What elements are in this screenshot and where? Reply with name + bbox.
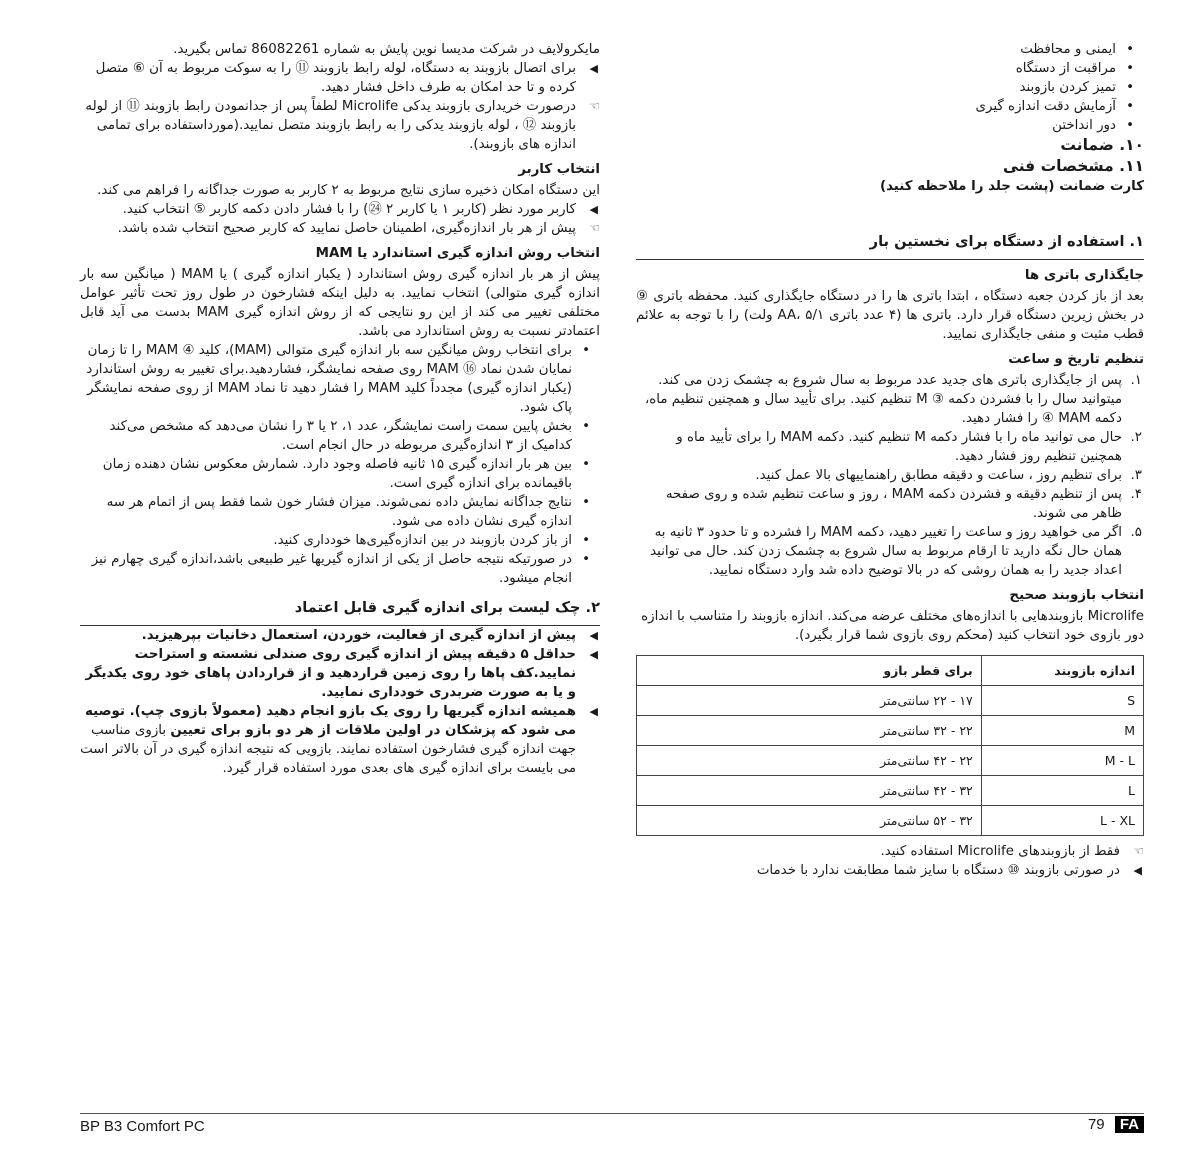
datetime-step: ۲. حال می توانید ماه را با فشار دکمه M تنظیم کنید. دکمه MAM را برای تأیید ماه و همچنین تنظیم روز فشار دهید.: [676, 430, 1142, 464]
table-cell: L: [981, 776, 1143, 806]
table-row: [637, 686, 1144, 716]
table-header: برای قطر بازو: [637, 656, 982, 686]
user-select-note: ☜ پیش از هر بار اندازه‌گیری، اطمینان حاصل نمایید که کاربر صحیح انتخاب شده باشد.: [117, 221, 600, 236]
toc-heading-warranty: ۱۰. ضمانت: [1060, 136, 1144, 154]
user-select-arrow-item: ◀ کاربر مورد نظر (کاربر ۱ یا کاربر ۲ ㉔) را با فشار دادن دکمه کاربر ⑤ انتخاب کنید.: [80, 200, 600, 219]
hand-pointer-icon: ☜: [1133, 844, 1144, 858]
datetime-title: تنظیم تاریخ و ساعت: [1008, 352, 1144, 367]
table-cell: ۳۲ - ۵۲ سانتی‌متر: [637, 806, 982, 836]
battery-text: بعد از باز کردن جعبه دستگاه ، ابتدا باتری ها را در دستگاه جایگذاری کنید. محفظه باتری ⑨ در بخش زیرین دستگاه قرار دارد. باتری ها (۴ عدد باتری AA، ۵/۱ ولت) را با توجه به علائم قطب مثبت و منفی جایگذاری نمایید.: [636, 289, 1144, 342]
hand-pointer-icon: ☜: [589, 221, 600, 235]
cuff-connect-item: ◀ برای اتصال بازوبند به دستگاه، لوله رابط بازوبند ⑪ را به سوکت مربوط به آن ⑥ متصل کرده و تا حد امکان به طرف داخل فشار دهید.: [80, 59, 600, 97]
list-item: • از باز کردن بازوبند در بین اندازه‌گیری‌ها خودداری کنید.: [80, 531, 600, 550]
cuff-size-table: [636, 655, 1144, 836]
battery-title: جایگذاری باتری ها: [1024, 268, 1144, 283]
left-column: [80, 40, 600, 778]
table-cell: M - L: [981, 746, 1143, 776]
user-select-title: انتخاب کاربر: [518, 162, 600, 177]
mam-bullet-list: [80, 341, 600, 588]
table-cell: ۳۲ - ۴۲ سانتی‌متر: [637, 776, 982, 806]
toc-item: • مراقبت از دستگاه: [834, 59, 1144, 78]
toc-heading-specs: ۱۱. مشخصات فنی: [1003, 157, 1144, 175]
page-number: 79: [1087, 1116, 1105, 1133]
cuff-arrow-item: ◀ در صورتی بازوبند ⑩ دستگاه با سایز شما مطابقت ندارد با خدمات: [636, 861, 1144, 880]
page-footer: [80, 1113, 1144, 1136]
table-cell: M: [981, 716, 1143, 746]
list-item: • بخش پایین سمت راست نمایشگر، عدد ۱، ۲ یا ۳ را نشان می‌دهد که مشخص می‌کند کدامیک از ۳ اندازه‌گیری مربوطه در حال انجام است.: [80, 417, 600, 455]
service-contact-text: مایکرولایف در شرکت مدیسا نوین پایش به شماره 86082261 تماس بگیرید.: [173, 42, 600, 57]
spare-cuff-note: ☜ درصورت خریداری بازوبند یدکی Microlife لطفاً پس از جدانمودن رابط بازوبند ⑪ از لوله بازوبند ⑫ ، لوله بازوبند یدکی را به رابط بازوبند متصل نمایید.(مورداستفاده برای تمامی اندازه های بازوبند).: [85, 99, 600, 152]
table-cell: ۲۲ - ۴۲ سانتی‌متر: [637, 746, 982, 776]
list-item: • در صورتیکه نتیجه حاصل از یکی از اندازه گیریها غیر طبیعی باشد،اندازه گیری چهارم نیز انجام میشود.: [80, 550, 600, 588]
user-select-text: این دستگاه امکان ذخیره سازی نتایج مربوط به ۲ کاربر به صورت جداگانه را فراهم می کند.: [97, 183, 600, 198]
table-cell: L - XL: [981, 806, 1143, 836]
section-1-title: ۱. استفاده از دستگاه برای نخستین بار: [636, 226, 1144, 260]
table-row: [637, 746, 1144, 776]
cuff-title: انتخاب بازوبند صحیح: [1009, 588, 1144, 603]
table-cell: ۱۷ - ۲۲ سانتی‌متر: [637, 686, 982, 716]
datetime-step: ۵. اگر می خواهید روز و ساعت را تغییر دهید، دکمه MAM را فشرده و تا حدود ۳ ثانیه به همان حال نگه دارید تا ارقام مربوط به سال شروع به چشمک زدن کند. حال می توانید اعداد جدید را به همان روشی که در بالا توضیح داده شد وارد دستگاه نمایید.: [650, 525, 1142, 578]
mam-text: پیش از هر بار اندازه گیری روش استاندارد ( یکبار اندازه گیری ) یا MAM ( میانگین سه بار اندازه گیری متوالی) انتخاب نمایید. به دلیل اینکه فشارخون در طول روز تحت تأثیر عوامل مختلفی تغییر می کند از این رو نتایجی که از روش اندازه گیری MAM بدست می آید قابل اعتمادتر نسبت به روش استاندارد می باشد.: [80, 267, 600, 339]
table-header: اندازه بازوبند: [981, 656, 1143, 686]
hand-pointer-icon: ☜: [589, 99, 600, 113]
toc-bullet-list: [834, 40, 1144, 135]
warranty-card-note: کارت ضمانت (پشت جلد را ملاحظه کنید): [879, 179, 1144, 194]
cuff-text: Microlife بازوبندهایی با اندازه‌های مختلف عرضه می‌کند. اندازه بازوبند را متناسب با اندازه دور بازوی خود انتخاب کنید (محکم روی بازوی شما قرار بگیرد).: [641, 609, 1144, 643]
language-badge: FA: [1115, 1116, 1144, 1133]
toc-item: • تمیز کردن بازوبند: [834, 78, 1144, 97]
list-item: • برای انتخاب روش میانگین سه بار اندازه گیری متوالی (MAM)، کلید ④ MAM را تا زمان نمایان شدن نماد ⑯ MAM روی صفحه نمایشگر، فشاردهید.برای تغییر به روش استاندارد (یکبار اندازه گیری) مجدداً کلید MAM را فشار دهید تا نماد MAM از روی صفحه نمایشگر پاک شود.: [80, 341, 600, 417]
datetime-step: ۴. پس از تنظیم دقیقه و فشردن دکمه MAM ، روز و ساعت تنظیم شده و روی صفحه ظاهر می شوند.: [665, 487, 1142, 521]
datetime-step: ۳. برای تنظیم روز ، ساعت و دقیقه مطابق راهنماییهای بالا عمل کنید.: [755, 468, 1142, 483]
toc-item: • دور انداختن: [834, 116, 1144, 135]
right-column: [636, 40, 1144, 880]
list-item: • بین هر بار اندازه گیری ۱۵ ثانیه فاصله وجود دارد. شمارش معکوس نشان دهنده زمان باقیمانده برای اندازه گیری است.: [80, 455, 600, 493]
mam-title: انتخاب روش اندازه گیری استاندارد یا MAM: [315, 246, 600, 261]
checklist-item: ◀ همیشه اندازه گیریها را روی یک بازو انجام دهید (معمولاً بازوی چپ). توصیه می شود که پزشکان در اولین ملاقات از هر دو بازو برای تعیین بازوی مناسب جهت اندازه گیری فشارخون استفاده نمایند. بازویی که نتیجه اندازه گیری در آن بالاتر است می بایست برای اندازه گیری های بعدی مورد استفاده قرار گیرد.: [80, 702, 600, 778]
datetime-step: ۱. پس از جایگذاری باتری های جدید عدد مربوط به سال شروع به چشمک زدن می کند. میتوانید سال را با فشردن دکمه ③ M تنظیم کنید. برای تأیید سال و همچنین تنظیم ماه، دکمه MAM ④ را فشار دهید.: [644, 373, 1142, 426]
toc-item: • آزمایش دقت اندازه گیری: [834, 97, 1144, 116]
page-number-area: [1088, 1116, 1144, 1133]
table-cell: S: [981, 686, 1143, 716]
checklist-item: ◀ حداقل ۵ دقیقه پیش از اندازه گیری روی صندلی نشسته و استراحت نمایید.کف پاها را روی زمین قراردهید و از قراردادن پاهای خود روی یکدیگر و یا به صورت ضربدری خودداری نمایید.: [80, 645, 600, 702]
list-item: • نتایج جداگانه نمایش داده نمی‌شوند. میزان فشار خون شما فقط پس از اتمام هر سه اندازه گیری نشان داده می شود.: [80, 493, 600, 531]
table-cell: ۲۲ - ۳۲ سانتی‌متر: [637, 716, 982, 746]
datetime-steps: [636, 371, 1144, 580]
table-header-row: [637, 656, 1144, 686]
checklist-item: ◀ پیش از اندازه گیری از فعالیت، خوردن، استعمال دخانیات بپرهیزید.: [80, 626, 600, 645]
model-name: BP B3 Comfort PC: [80, 1118, 205, 1135]
table-row: [637, 806, 1144, 836]
section-2-title: ۲. چک لیست برای اندازه گیری قابل اعتماد: [80, 592, 600, 626]
table-row: [637, 776, 1144, 806]
toc-item: • ایمنی و محافظت: [834, 40, 1144, 59]
cuff-note: ☜ فقط از بازوبندهای Microlife استفاده کنید.: [880, 844, 1144, 859]
table-row: [637, 716, 1144, 746]
